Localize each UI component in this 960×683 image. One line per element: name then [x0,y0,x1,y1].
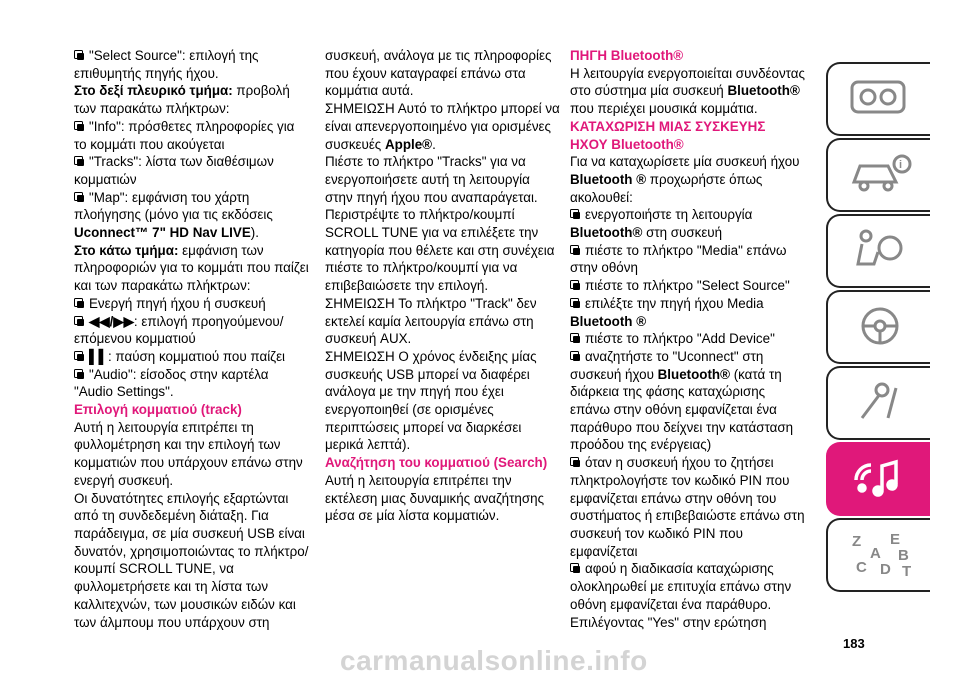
bullet-icon [74,50,85,61]
svg-text:D: D [880,561,891,578]
svg-text:E: E [890,531,901,548]
list-item: ▌▌: παύση κομματιού που παίζει [74,348,309,366]
tab-safety[interactable] [826,214,930,288]
watermark: carmanualsonline.info [340,645,648,676]
section-heading-track: Επιλογή κομματιού (track) [74,402,242,418]
tab-multimedia[interactable] [826,442,930,516]
tab-driving[interactable] [826,290,930,364]
dashboard-icon [840,70,920,126]
car-info-icon [840,146,920,202]
svg-text:T: T [902,563,912,580]
column-1 [74,47,309,631]
paragraph: Οι δυνατότητες επιλογής εξαρτώνται από τη συνδεδεμένη διάταξη. Για παράδειγμα, σε μία συσκευή USB είναι δυνατόν, χρησιμοποιώντας το πλήκτρο/κουμπί SCROLL TUNE, να φυλλομετρήσετε και τη λίστα των καλλιτεχνών, των μουσικών ειδών και των άλμπουμ που υπάρχουν στη [74,490,309,630]
bullet-icon [74,369,85,380]
bullet-icon [570,333,581,344]
bullet-icon [570,298,581,309]
list-item: Ενεργή πηγή ήχου ή συσκευή [74,295,309,313]
bullet-icon [570,457,581,468]
bullet-icon [570,280,581,291]
index-icon [840,526,920,582]
section-heading-register-device: ΚΑΤΑΧΩΡΙΣΗ ΜΙΑΣ ΣΥΣΚΕΥΗΣ ΗΧΟΥ Bluetooth® [570,118,766,152]
svg-text:Z: Z [852,533,862,550]
bullet-icon [570,563,581,574]
svg-text:i: i [899,159,903,171]
multimedia-icon [840,450,920,506]
tab-dashboard[interactable] [826,62,930,136]
paragraph: Αυτή η λειτουργία επιτρέπει τη φυλλομέτρηση και την επιλογή των κομματιών που υπάρχουν επάνω στην ενεργή συσκευή. [74,419,303,488]
svg-text:B: B [898,547,909,564]
list-item: πιέστε το πλήκτρο "Add Device" [570,330,805,348]
steering-wheel-icon [840,298,920,354]
list-item: "Select Source": επιλογή της επιθυμητής πηγής ήχου. [74,48,259,81]
list-item: αφού η διαδικασία καταχώρισης ολοκληρωθεί με επιτυχία επάνω στην οθόνη εμφανίζεται ένα παράθυρο. Επιλέγοντας "Yes" στην ερώτηση [570,561,792,630]
airbag-safety-icon [840,222,920,278]
bullet-icon [570,245,581,256]
paragraph: συσκευή, ανάλογα με τις πληροφορίες που έχουν καταγραφεί επάνω στα κομμάτια αυτά. [325,48,552,99]
list-item: πιέστε το πλήκτρο "Media" επάνω στην οθόνη [570,242,787,276]
bullet-icon [74,351,85,362]
list-item: πιέστε το πλήκτρο "Select Source" [570,277,805,295]
list-item: "Audio": είσοδος στην καρτέλα "Audio Settings". [74,366,269,400]
tab-maintenance[interactable] [826,366,930,440]
tab-car-info[interactable] [826,138,930,212]
paragraph: Πιέστε το πλήκτρο "Tracks" για να ενεργοποιήσετε αυτή τη λειτουργία στην πηγή ήχου που αναπαράγεται. [325,154,538,205]
bullet-icon [570,209,581,220]
paragraph: Στο δεξί πλευρικό τμήμα: προβολή των παρακάτω πλήκτρων: [74,83,290,117]
bullet-icon [570,351,581,362]
column-2 [325,47,560,525]
list-item: επιλέξτε την πηγή ήχου Media Bluetooth ® [570,295,764,329]
list-item: ενεργοποιήστε τη λειτουργία Bluetooth® στη συσκευή [570,207,753,241]
paragraph: Αυτή η λειτουργία επιτρέπει την εκτέλεση μιας δυναμικής αναζήτησης μέσα σε μία λίστα κομματιών. [325,472,545,524]
bullet-icon [74,192,85,203]
note: ΣΗΜΕΙΩΣΗ Το πλήκτρο "Track" δεν εκτελεί καμία λειτουργία επάνω στη συσκευή AUX. [325,295,537,347]
paragraph: Περιστρέψτε το πλήκτρο/κουμπί SCROLL TUNE για να επιλέξετε την κατηγορία που θέλετε και στη συνέχεια πιέστε το πλήκτρο/κουμπί για να επιβεβαιώσετε την επιλογή. [325,207,555,294]
svg-text:C: C [856,559,867,576]
list-item: "Tracks": λίστα των διαθέσιμων κομματιών [74,154,274,187]
bullet-icon [74,298,85,309]
tab-index[interactable] [826,518,930,592]
page-number: 183 [843,636,865,651]
list-item: "Map": εμφάνιση του χάρτη πλοήγησης (μόνο για τις εκδόσεις Uconnect™ 7" HD Nav LIVE). [74,189,273,241]
list-item: "Info": πρόσθετες πληροφορίες για το κομμάτι που ακούγεται [74,118,295,152]
tools-icon [840,374,920,430]
bullet-icon [74,121,85,132]
list-item: αναζητήστε το "Uconnect" στη συσκευή ήχου Bluetooth® (κατά τη διάρκεια της φάσης καταχώρισης επάνω στην οθόνη εμφανίζεται ένα παράθυρο που δείχνει την κατάσταση προόδου της ενέργειας) [570,348,794,453]
paragraph: Στο κάτω τμήμα: εμφάνιση των πληροφοριών για το κομμάτι που παίζει και των παρακάτω πλήκτρων: [74,242,309,294]
section-heading-search: Αναζήτηση του κομματιού (Search) [325,455,548,471]
bullet-icon [74,316,85,327]
column-3 [570,47,805,631]
note: ΣΗΜΕΙΩΣΗ Αυτό το πλήκτρο μπορεί να είναι απενεργοποιημένο για ορισμένες συσκευές Apple®. [325,101,560,152]
svg-text:A: A [870,545,881,562]
paragraph: Για να καταχωρίσετε μία συσκευή ήχου Bluetooth ® προχωρήστε όπως ακολουθεί: [570,154,800,205]
paragraph: Η λειτουργία ενεργοποιείται συνδέοντας στο σύστημα μία συσκευή Bluetooth® που περιέχει μουσικά κομμάτια. [570,65,805,117]
list-item: ◀◀/▶▶: επιλογή προηγούμενου/επόμενου κομματιού [74,313,284,347]
prev-next-icon: ◀◀/▶▶ [89,313,134,329]
section-heading-bluetooth-source: ΠΗΓΗ Bluetooth® [570,48,684,63]
chapter-tabs-sidebar [826,62,930,594]
pause-icon: ▌▌ [89,348,108,364]
note: ΣΗΜΕΙΩΣΗ Ο χρόνος ένδειξης μίας συσκευής USB μπορεί να διαφέρει ανάλογα με την πηγή που έχει ενεργοποιηθεί (σε ορισμένες περιπτώσεις μπορεί να διαρκέσει μερικά λεπτά). [325,348,537,453]
bullet-icon [74,156,85,167]
list-item: όταν η συσκευή ήχου το ζητήσει πληκτρολογήστε τον κωδικό PIN που εμφανίζεται επάνω στην οθόνη του συστήματος ή επιβεβαιώστε επάνω στη συσκευή τον κωδικό PIN που εμφανίζεται [570,455,805,559]
